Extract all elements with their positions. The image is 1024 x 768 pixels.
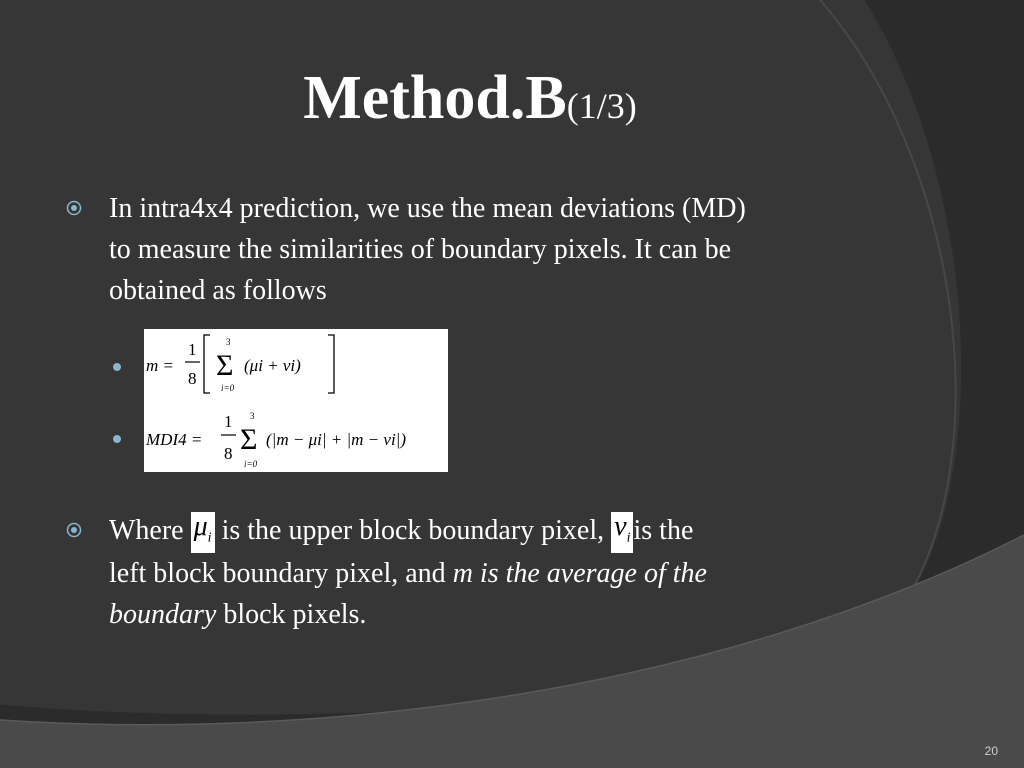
formula-2-sigma: Σ [240,423,258,456]
sub-bullet-dot-2 [113,435,121,443]
bullet-1-text [109,188,909,311]
bullet-1-line-1: In intra4x4 prediction, we use the mean deviations (MD) [109,193,746,224]
bullet-1-line-3: obtained as follows [109,275,327,306]
title-main: Method.B [303,64,567,132]
bullet-2-line-2: left block boundary pixel, and m is the average of the [109,558,707,590]
circled-dot-icon [66,200,82,216]
bullet-2-text [109,510,909,635]
mu-symbol-image: $\mu_i$ [191,512,215,554]
formula-1-sigma: Σ [216,349,234,382]
title-sub: (1/3) [566,86,637,126]
formula-2-lhs: MDI4 = [146,430,203,449]
formula-2-denominator: 8 [224,444,233,463]
formula-image [144,329,448,472]
formula-1-sum-bottom: i=0 [221,383,235,393]
bullet-1-line-2: to measure the similarities of boundary pixels. It can be [109,234,732,265]
formula-1-lhs: m = [146,356,174,375]
formula-1-body: (μi + νi) [244,356,301,375]
sub-bullet-dot-1 [113,363,121,371]
italic-phrase-1: m is the average of the [452,558,707,590]
formula-1-sum-top: 3 [226,337,231,347]
formula-2-body: (|m − μi| + |m − νi|) [266,430,407,449]
nu-symbol-image: $\nu_i$ [611,512,633,554]
bullet-2-line-3: boundary block pixels. [109,599,367,631]
circled-dot-icon [66,522,82,538]
formula-2-numerator: 1 [224,412,233,431]
formula-1-denominator: 8 [188,369,197,388]
formula-2-sum-top: 3 [250,411,255,421]
where-label: Where [109,515,184,546]
bullet-2-part-1: is the upper block boundary pixel, [221,515,605,546]
italic-phrase-2: boundary [109,599,217,631]
bullet-2-line-1 [109,510,909,553]
formula-2-sum-bottom: i=0 [244,459,258,469]
bullet-2-part-2: is the [633,515,694,546]
formula-1-numerator: 1 [188,340,197,359]
slide-title [0,60,940,144]
page-number: 20 [984,744,998,758]
